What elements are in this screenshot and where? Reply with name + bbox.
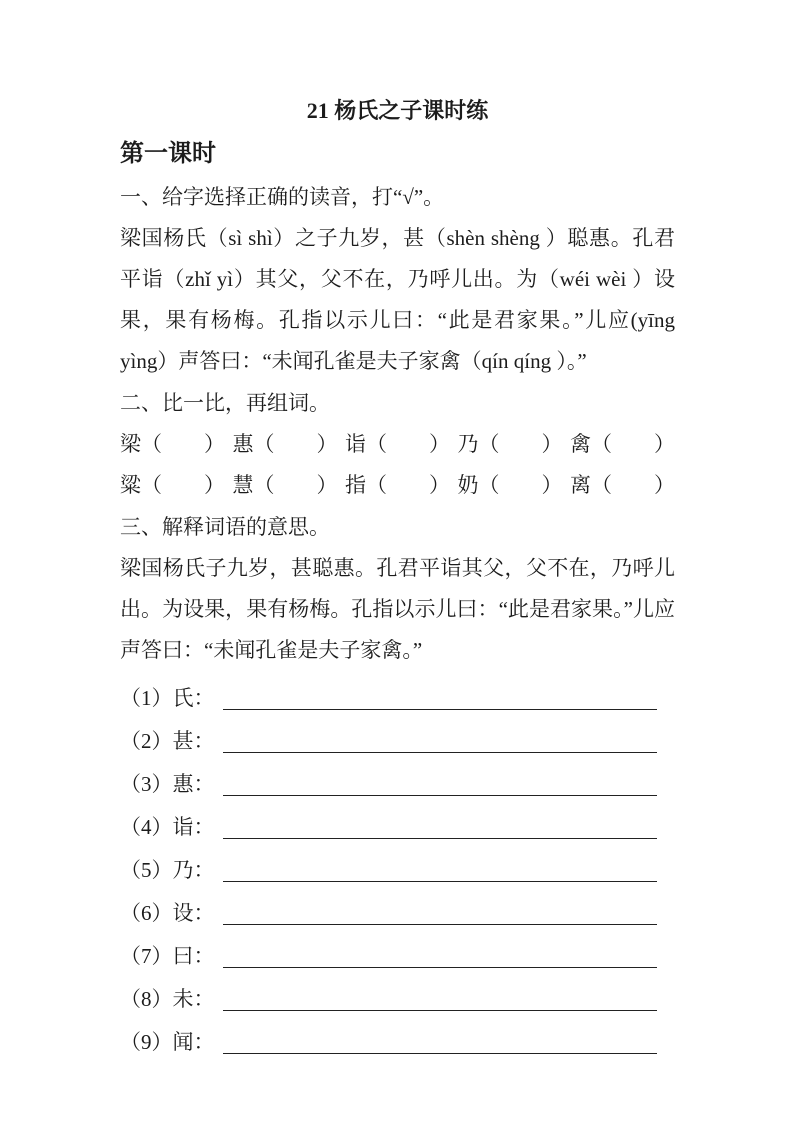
answer-line xyxy=(223,720,658,753)
section1-passage: 梁国杨氏（sì shì）之子九岁，甚（shèn shèng ）聪惠。孔君平诣（zhǐ yì）其父，父不在，乃呼儿出。为（wéi wèi ）设果，果有杨梅。孔指以示儿曰：“此是君家果。”儿应(yīng yìng）声答曰：“未闻孔雀是夫子家禽（qín qíng ）。” xyxy=(120,226,675,373)
word-cell xyxy=(233,465,338,506)
word-char: 禽 xyxy=(570,432,591,456)
answer-bracket: （ ） xyxy=(591,473,675,497)
answer-line xyxy=(223,849,658,882)
answer-bracket: （ ） xyxy=(141,473,225,497)
page-title: 21 杨氏之子课时练 xyxy=(306,98,489,123)
word-char: 乃 xyxy=(457,432,479,456)
answer-line xyxy=(223,677,658,710)
word-cell xyxy=(120,424,225,465)
section3-heading: 三、解释词语的意思。 xyxy=(120,515,330,539)
answer-bracket: （ ） xyxy=(141,432,225,456)
word-compare-row-1 xyxy=(120,424,675,465)
answer-line xyxy=(223,978,658,1011)
definition-item xyxy=(120,677,675,720)
definition-item xyxy=(120,763,675,806)
answer-bracket: （ ） xyxy=(591,432,675,456)
answer-line xyxy=(223,806,658,839)
word-char: 奶 xyxy=(457,473,479,497)
definition-label: （1）氏： xyxy=(120,686,215,710)
answer-bracket: （ ） xyxy=(478,473,563,497)
word-compare-row-2 xyxy=(120,465,675,506)
word-char: 梁 xyxy=(120,432,141,456)
definition-label: （7）曰： xyxy=(120,944,215,968)
definition-item xyxy=(120,806,675,849)
answer-bracket: （ ） xyxy=(366,473,450,497)
word-cell xyxy=(458,424,563,465)
definition-label: （5）乃： xyxy=(120,858,215,882)
definition-item xyxy=(120,892,675,935)
word-cell xyxy=(570,424,675,465)
definition-label: （2）甚： xyxy=(120,729,215,753)
definition-item xyxy=(120,935,675,978)
word-cell xyxy=(570,465,675,506)
definition-label: （4）诣： xyxy=(120,815,215,839)
definition-item xyxy=(120,1021,675,1064)
definition-item xyxy=(120,849,675,892)
word-char: 慧 xyxy=(232,473,254,497)
answer-bracket: （ ） xyxy=(253,473,338,497)
word-cell xyxy=(345,465,450,506)
definition-label: （3）惠： xyxy=(120,772,215,796)
lesson-heading: 第一课时 xyxy=(120,141,216,167)
definition-label: （8）未： xyxy=(120,987,215,1011)
word-cell xyxy=(233,424,338,465)
definition-item xyxy=(120,720,675,763)
word-char: 指 xyxy=(345,473,366,497)
section1-heading: 一、给字选择正确的读音，打“√”。 xyxy=(120,185,445,209)
word-char: 诣 xyxy=(345,432,366,456)
answer-line xyxy=(223,1021,658,1054)
word-cell xyxy=(345,424,450,465)
section3-passage: 梁国杨氏子九岁，甚聪惠。孔君平诣其父，父不在，乃呼儿出。为设果，果有杨梅。孔指以示儿曰：“此是君家果。”儿应声答曰：“未闻孔雀是夫子家禽。” xyxy=(120,556,675,662)
answer-bracket: （ ） xyxy=(478,432,563,456)
answer-line xyxy=(223,763,658,796)
definition-label: （9）闻： xyxy=(120,1030,215,1054)
word-char: 离 xyxy=(570,473,591,497)
definition-item xyxy=(120,978,675,1021)
answer-line xyxy=(223,892,658,925)
section2-heading: 二、比一比，再组词。 xyxy=(120,391,330,415)
word-char: 粱 xyxy=(120,473,141,497)
answer-bracket: （ ） xyxy=(253,432,338,456)
answer-bracket: （ ） xyxy=(366,432,450,456)
word-cell xyxy=(120,465,225,506)
definition-list xyxy=(120,677,675,1064)
answer-line xyxy=(223,935,658,968)
word-char: 惠 xyxy=(232,432,254,456)
word-cell xyxy=(458,465,563,506)
definition-label: （6）设： xyxy=(120,901,215,925)
